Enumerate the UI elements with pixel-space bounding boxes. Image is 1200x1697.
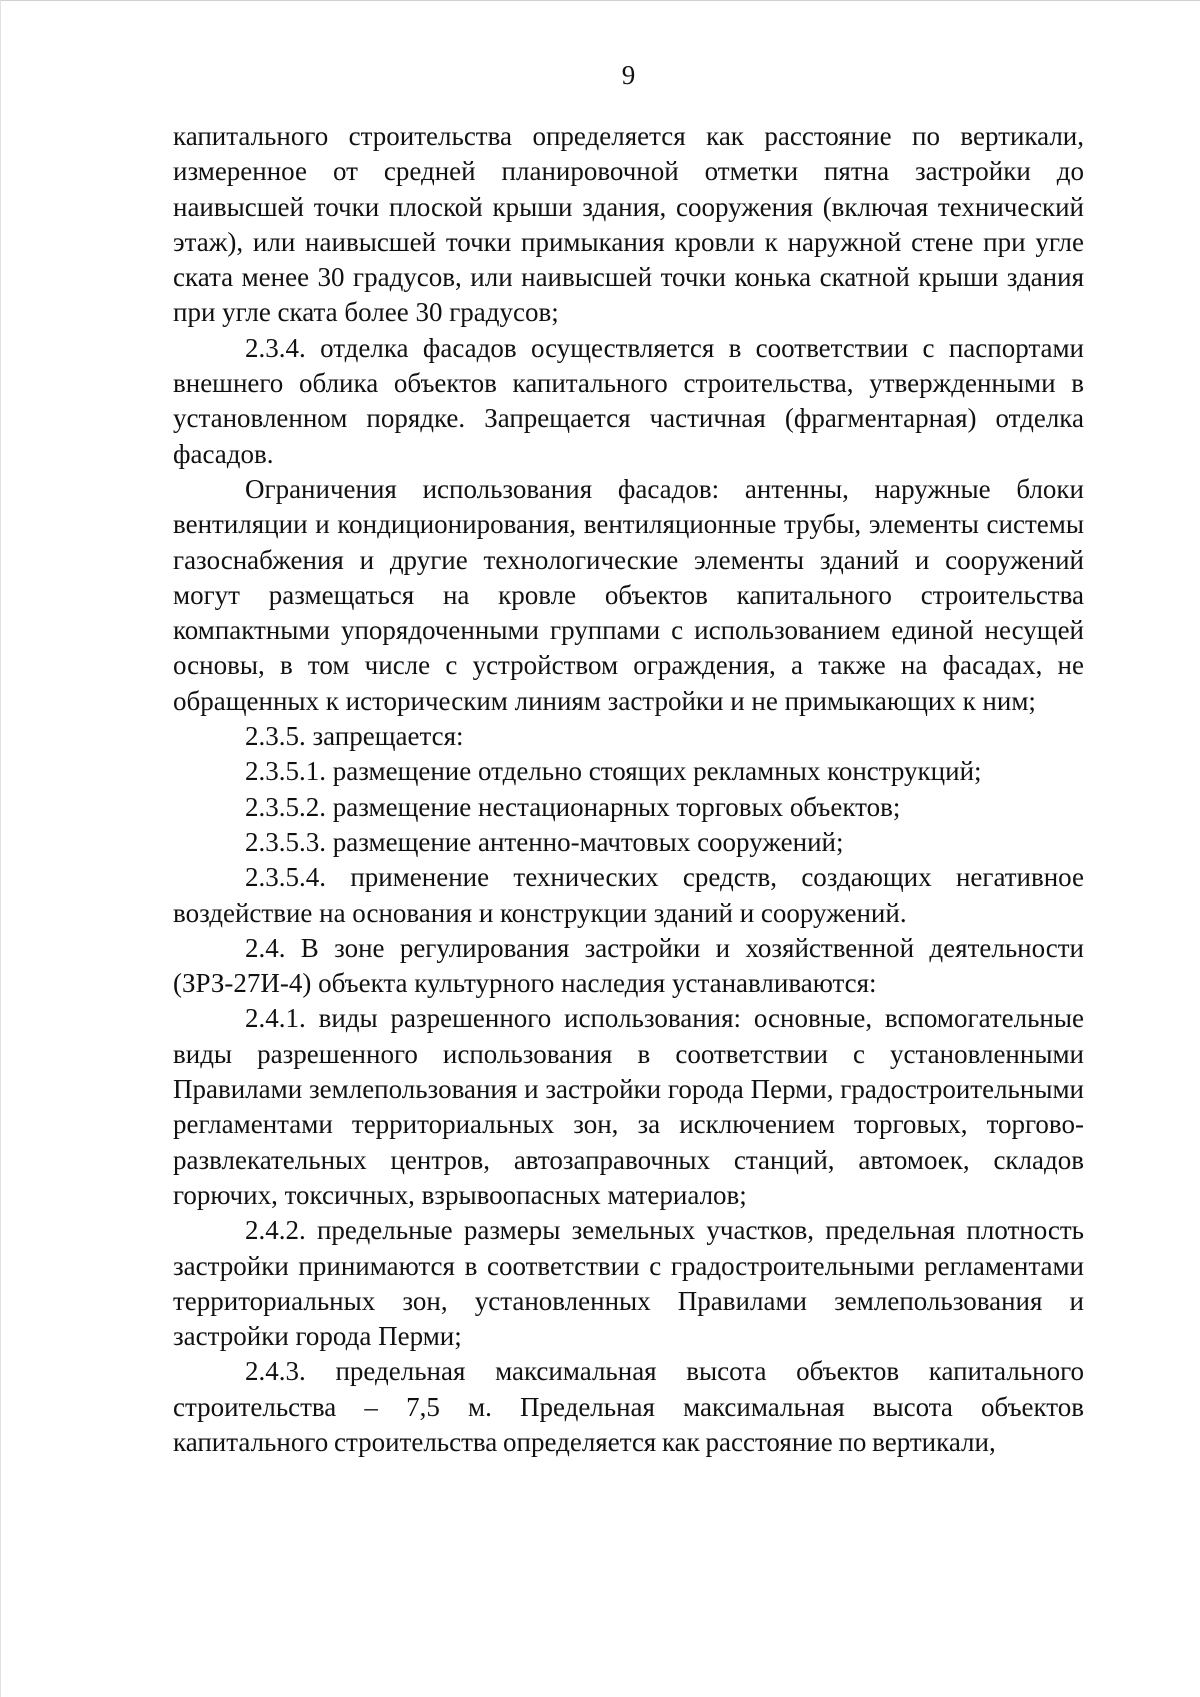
paragraph-2-4-2: 2.4.2. предельные размеры земельных участков, предельная плотность застройки принимаются в соответствии с градостроительными регламентами территориальных зон, установленных Правилами землепользования и застройки города Перми; — [173, 1215, 1084, 1352]
paragraph-2-3-5-3: 2.3.5.3. размещение антенно-мачтовых сооружений; — [245, 826, 844, 857]
paragraph-2-3-4: 2.3.4. отделка фасадов осуществляется в соответствии с паспортами внешнего облика объектов капитального строительства, утвержденными в установленном порядке. Запрещается частичная (фрагментарная) отделка фасадов. — [173, 332, 1084, 469]
paragraph-facade-restrictions: Ограничения использования фасадов: антенны, наружные блоки вентиляции и кондиционирования, вентиляционные трубы, элементы системы газоснабжения и другие технологические элементы зданий и сооружений могут размещаться на кровле объектов капитального строительства компактными упорядоченными группами с использованием единой несущей основы, в том числе с устройством ограждения, а также на фасадах, не обращенных к историческим линиям застройки и не примыкающих к ним; — [173, 473, 1084, 716]
paragraph-2-3-5: 2.3.5. запрещается: — [245, 721, 464, 752]
paragraph-2-3-5-4: 2.3.5.4. применение технических средств, создающих негативное воздействие на основания и конструкции зданий и сооружений. — [173, 862, 1084, 928]
page-number: 9 — [621, 60, 636, 90]
paragraph-2-3-5-2: 2.3.5.2. размещение нестационарных торговых объектов; — [245, 791, 901, 822]
paragraph-2-4: 2.4. В зоне регулирования застройки и хозяйственной деятельности (ЗРЗ-27И-4) объекта культурного наследия устанавливаются: — [173, 932, 1084, 999]
paragraph-height-definition-continued: капитального строительства определяется как расстояние по вертикали, измеренное от средней планировочной отметки пятна застройки до наивысшей точки плоской крыши здания, сооружения (включая технический этаж), или наивысшей точки примыкания кровли к наружной стене при угле ската менее 30 градусов, или наивысшей точки конька скатной крыши здания при угле ската более 30 градусов; — [173, 121, 1084, 328]
document-body — [173, 119, 1084, 1460]
paragraph-2-4-1: 2.4.1. виды разрешенного использования: основные, вспомогательные виды разрешенного использования в соответствии с установленными Правилами землепользования и застройки города Перми, градостроительными регламентами территориальных зон, за исключением торговых, торгово-развлекательных центров, автозаправочных станций, автомоек, складов горючих, токсичных, взрывоопасных материалов; — [173, 1003, 1084, 1210]
paragraph-2-3-5-1: 2.3.5.1. размещение отдельно стоящих рекламных конструкций; — [245, 756, 982, 787]
paragraph-2-4-3: 2.4.3. предельная максимальная высота объектов капитального строительства – 7,5 м. Предельная максимальная высота объектов капитального строительства определяется как расстояние по вертикали, — [173, 1356, 1084, 1457]
